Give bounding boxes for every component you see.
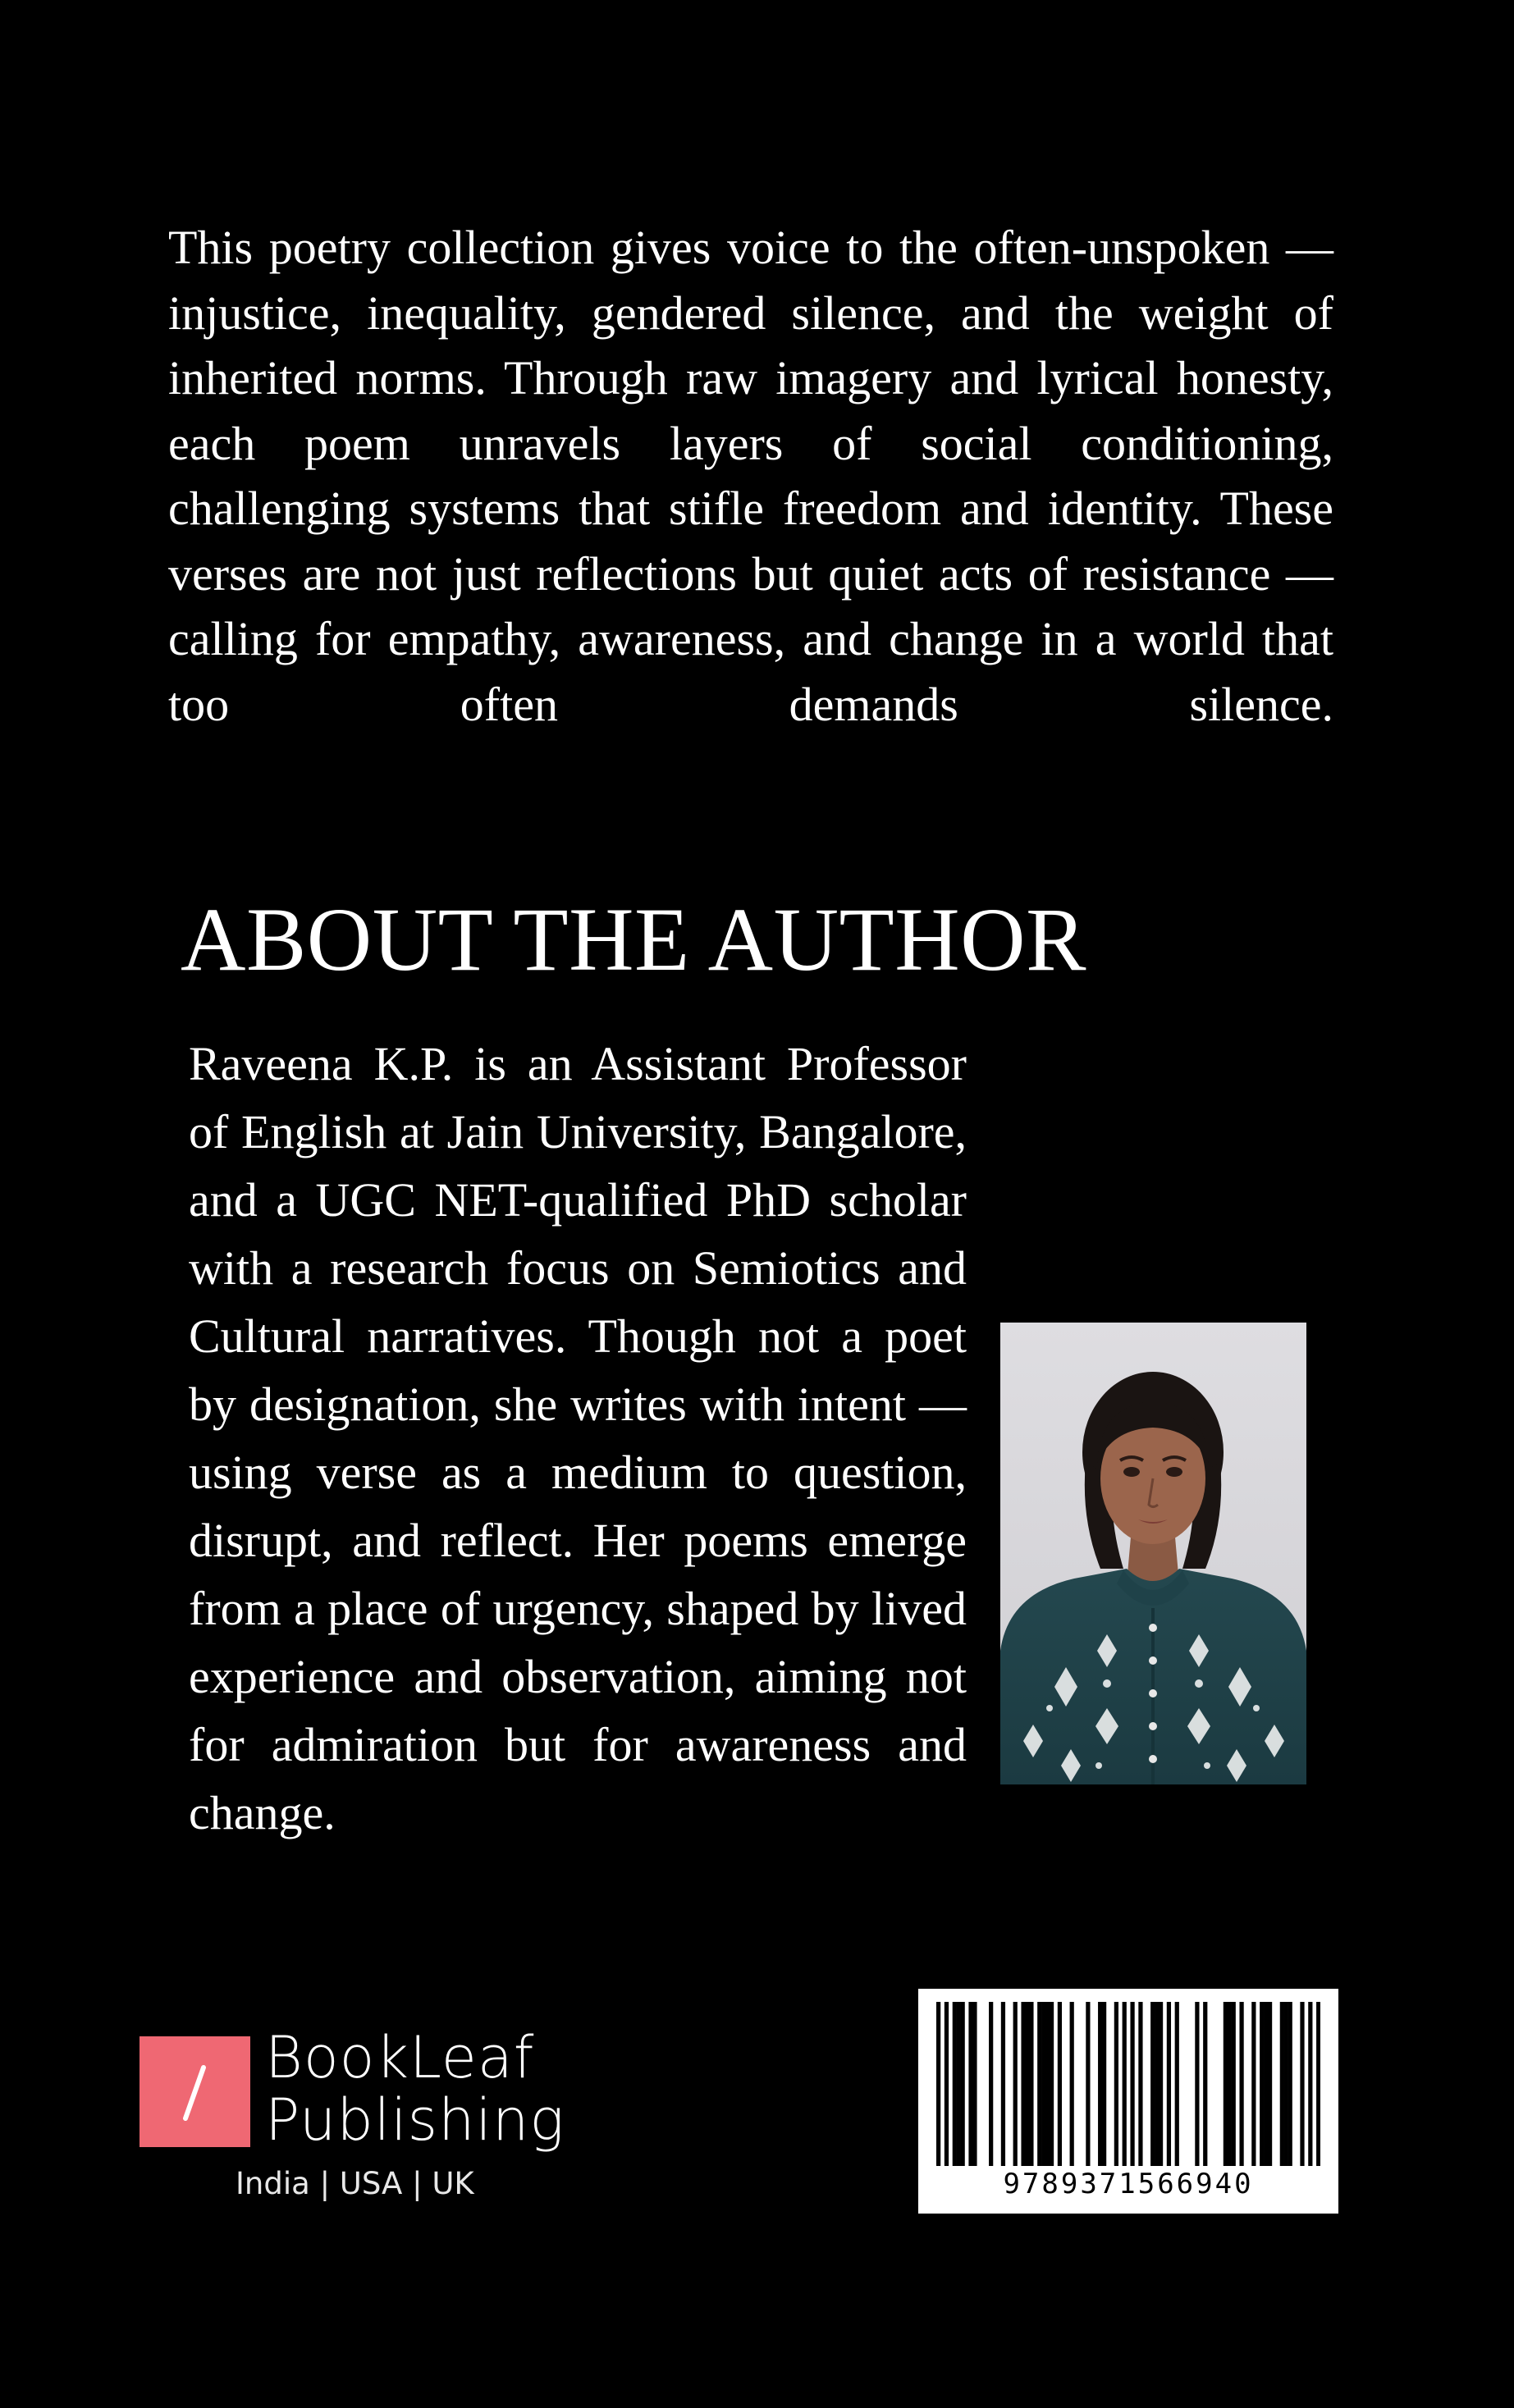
barcode-bar <box>1288 2002 1292 2166</box>
barcode-bar <box>1114 2002 1118 2166</box>
barcode-bar <box>1195 2002 1199 2166</box>
barcode-bar <box>1021 2002 1025 2166</box>
barcode-bar <box>1232 2002 1236 2166</box>
barcode-bar <box>1251 2002 1256 2166</box>
barcode-bars <box>936 2002 1320 2166</box>
barcode-bar <box>1284 2002 1288 2166</box>
barcode-bar <box>1029 2002 1033 2166</box>
barcode-bar <box>968 2002 972 2166</box>
barcode-bar <box>1130 2002 1134 2166</box>
barcode-bar <box>1155 2002 1159 2166</box>
publisher-slash-icon <box>140 2036 250 2147</box>
barcode-bar <box>1280 2002 1284 2166</box>
barcode-bar <box>1228 2002 1232 2166</box>
barcode-bar <box>936 2002 940 2166</box>
back-cover-blurb: This poetry collection gives voice to the often-unspoken — injustice, inequality, gendered silence, and the weight of inherited norms. Through raw imagery and lyrical honesty, each poem unravels layers of social conditioning, challenging systems that stifle freedom and identity. These verses are not just reflections but quiet acts of resistance — calling for empathy, awareness, and change in a world that too often demands silence. <box>168 221 1333 731</box>
barcode-bar <box>1045 2002 1050 2166</box>
isbn-number: 9789371566940 <box>1003 2168 1254 2200</box>
barcode-bar <box>972 2002 977 2166</box>
barcode-bar <box>1224 2002 1228 2166</box>
barcode-bar <box>1159 2002 1163 2166</box>
barcode-bar <box>1203 2002 1207 2166</box>
barcode-bar <box>1138 2002 1142 2166</box>
isbn-barcode <box>918 1989 1338 2214</box>
barcode-bar <box>1316 2002 1320 2166</box>
barcode-bar <box>1268 2002 1272 2166</box>
publisher-name <box>265 2024 565 2154</box>
author-bio: Raveena K.P. is an Assistant Professor of English at Jain University, Bangalore, and a UGC NET-qualified PhD scholar with a research focus on Semiotics and Cultural narratives. Though not a poet by designation, she writes with intent — using verse as a medium to question, disrupt, and reflect. Her poems emerge from a place of urgency, shaped by lived experience and observation, aiming not for admiration but for awareness and change. <box>189 1037 967 1839</box>
barcode-bar <box>1264 2002 1268 2166</box>
barcode-bar <box>1239 2002 1243 2166</box>
publisher-name-line1: BookLeaf <box>265 2024 535 2091</box>
barcode-bar <box>1098 2002 1102 2166</box>
barcode-bar <box>1102 2002 1106 2166</box>
barcode-bar <box>1070 2002 1074 2166</box>
barcode-bar <box>1167 2002 1171 2166</box>
barcode-bar <box>1025 2002 1029 2166</box>
barcode-bar <box>1150 2002 1155 2166</box>
barcode-bar <box>1058 2002 1062 2166</box>
barcode-bar <box>945 2002 949 2166</box>
author-photo <box>1000 1323 1306 1784</box>
barcode-bar <box>989 2002 993 2166</box>
barcode-bar <box>1041 2002 1045 2166</box>
barcode-bar <box>1123 2002 1127 2166</box>
barcode-bar <box>1086 2002 1090 2166</box>
about-author-heading: ABOUT THE AUTHOR <box>181 889 1086 989</box>
barcode-bar <box>1001 2002 1005 2166</box>
barcode-bar <box>1308 2002 1312 2166</box>
publisher-name-line2: Publishing <box>265 2086 565 2154</box>
publisher-regions: India | USA | UK <box>236 2166 474 2201</box>
publisher-logo <box>140 2026 566 2207</box>
barcode-bar <box>961 2002 965 2166</box>
barcode-bar <box>1300 2002 1304 2166</box>
barcode-bar <box>1260 2002 1264 2166</box>
barcode-bar <box>953 2002 957 2166</box>
barcode-bar <box>957 2002 961 2166</box>
barcode-bar <box>1175 2002 1179 2166</box>
barcode-bar <box>1050 2002 1054 2166</box>
barcode-bar <box>1013 2002 1018 2166</box>
barcode-bar <box>1037 2002 1041 2166</box>
